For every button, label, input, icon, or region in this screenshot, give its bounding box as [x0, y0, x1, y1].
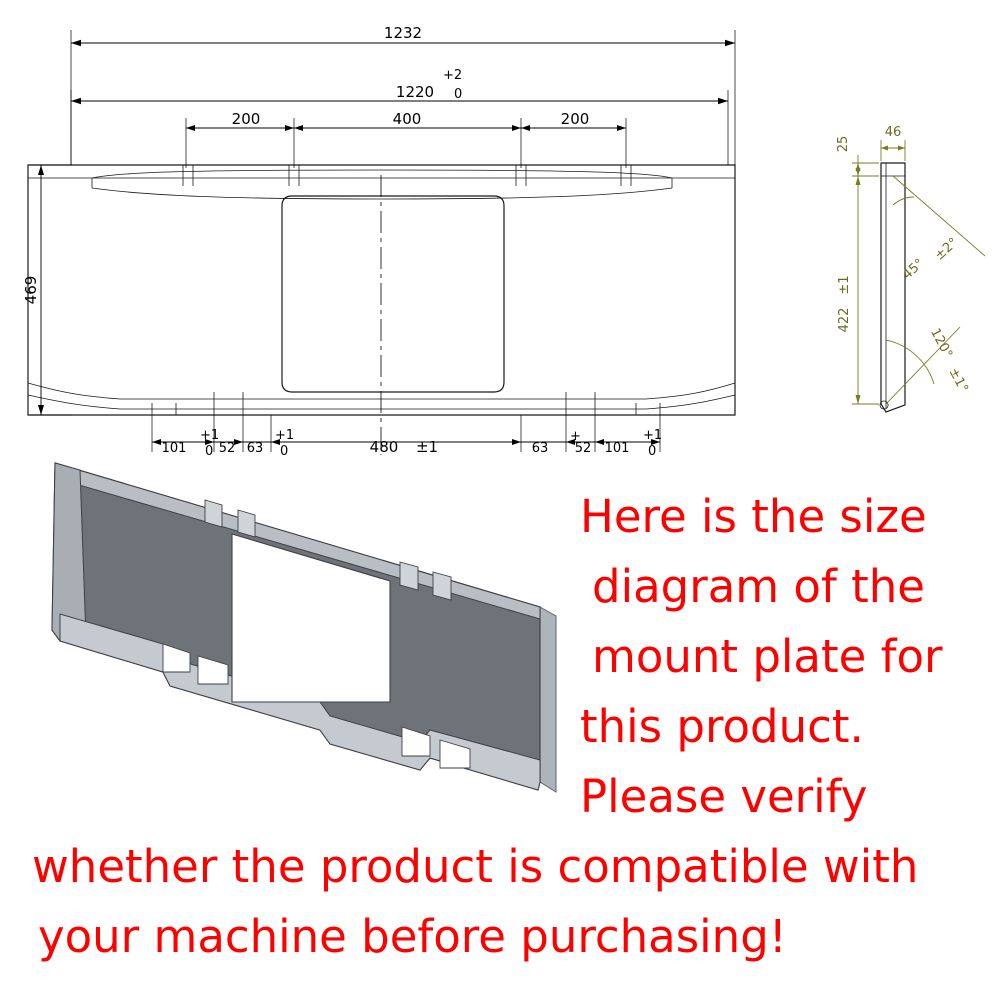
side-view-group [836, 125, 985, 412]
arrow-b7 [595, 439, 604, 445]
dim-1232-label: 1232 [383, 24, 423, 42]
arrow-25-b [856, 168, 861, 176]
dim-120-tol: ±1° [945, 365, 971, 396]
dim-25-label: 25 [836, 135, 851, 153]
dim-52-right-label: 52 [574, 441, 592, 456]
notice-line-2: diagram of the [592, 560, 925, 613]
dim-101-right-tolp: +1 [643, 428, 663, 443]
dim-45-label: 45° [900, 256, 928, 283]
center-window [282, 196, 504, 392]
bottom-tab-2 [566, 392, 595, 415]
front-view-group [22, 24, 735, 459]
dim-1220-label: 1220 [395, 83, 435, 101]
arrow-469-top [38, 165, 44, 175]
arrow-1232-left [71, 40, 81, 46]
dim-101-left-label: 101 [161, 441, 187, 456]
dim-101-left-tolm: 0 [205, 444, 214, 459]
plate-outline [28, 165, 735, 415]
bottom-curve [28, 395, 735, 409]
dim-200-right-label: 200 [560, 110, 590, 128]
arrow-400-1 [294, 125, 303, 131]
notice-line-6: whether the product is compatible with [32, 840, 919, 893]
dim-46-label: 46 [884, 125, 902, 140]
dim-45-tol: ±2° [932, 235, 962, 264]
arrow-422-b [856, 395, 861, 404]
arrow-200r-2 [617, 125, 626, 131]
dim-422-tol: ±1 [837, 275, 852, 295]
top-tab-2 [289, 165, 299, 186]
dim-63-left-tolm: 0 [280, 444, 289, 459]
dim-101-right-label: 101 [604, 441, 630, 456]
dim-200-left-label: 200 [231, 110, 261, 128]
dim-480-tol: ±1 [415, 438, 439, 456]
arrow-400-2 [512, 125, 521, 131]
dim-469-label: 469 [22, 275, 40, 305]
angle-120-leader [886, 327, 960, 404]
dim-101-left-tolp: +1 [200, 428, 220, 443]
arrow-1220-right [718, 98, 728, 104]
dim-1220-tol-plus: +2 [443, 68, 463, 83]
arrow-1232-right [725, 40, 735, 46]
arrow-200l-2 [285, 125, 294, 131]
dim-422-label: 422 [837, 307, 852, 333]
arrow-46-r [898, 146, 905, 151]
dim-101-right-tolm: 0 [648, 444, 657, 459]
top-tab-3 [516, 165, 526, 186]
arrow-b5 [512, 439, 521, 445]
top-tab-4 [621, 165, 631, 186]
dim-63-right-tolp: + [570, 429, 581, 444]
dim-480-label: 480 [369, 438, 399, 456]
angle-45-leader [893, 176, 985, 256]
compatibility-notice [20, 476, 980, 981]
bottom-tab-1 [214, 392, 243, 415]
arrow-469-bottom [38, 405, 44, 415]
arrow-b1 [152, 439, 161, 445]
dim-63-left-label: 63 [246, 441, 264, 456]
dim-1220-tol-minus: 0 [454, 87, 463, 102]
notice-line-4: this product. [580, 700, 864, 753]
notice-line-5: Please verify [580, 770, 868, 823]
plate-top-curve2 [92, 188, 672, 199]
notice-line-7: your machine before purchasing! [38, 910, 787, 963]
arrow-200r-1 [521, 125, 530, 131]
arrow-b3 [234, 439, 243, 445]
angle-45-arc [893, 197, 914, 205]
dim-52-left-label: 52 [218, 441, 236, 456]
dim-63-left-tolp: +1 [275, 428, 295, 443]
notice-line-1: Here is the size [580, 490, 927, 543]
arrow-422-t [856, 176, 861, 185]
side-section-outline [881, 163, 905, 412]
dim-120-label: 120° [927, 326, 956, 361]
arrow-200l-1 [186, 125, 195, 131]
top-tab-1 [183, 165, 193, 186]
dim-400-label: 400 [392, 110, 422, 128]
arrow-46-l [881, 146, 888, 151]
plate-top-curve [92, 170, 672, 178]
arrow-1220-left [71, 98, 81, 104]
dim-63-right-label: 63 [531, 441, 549, 456]
bottom-curve2 [28, 383, 735, 399]
plate-top-curve-ends [92, 178, 672, 188]
notice-line-3: mount plate for [592, 630, 943, 683]
